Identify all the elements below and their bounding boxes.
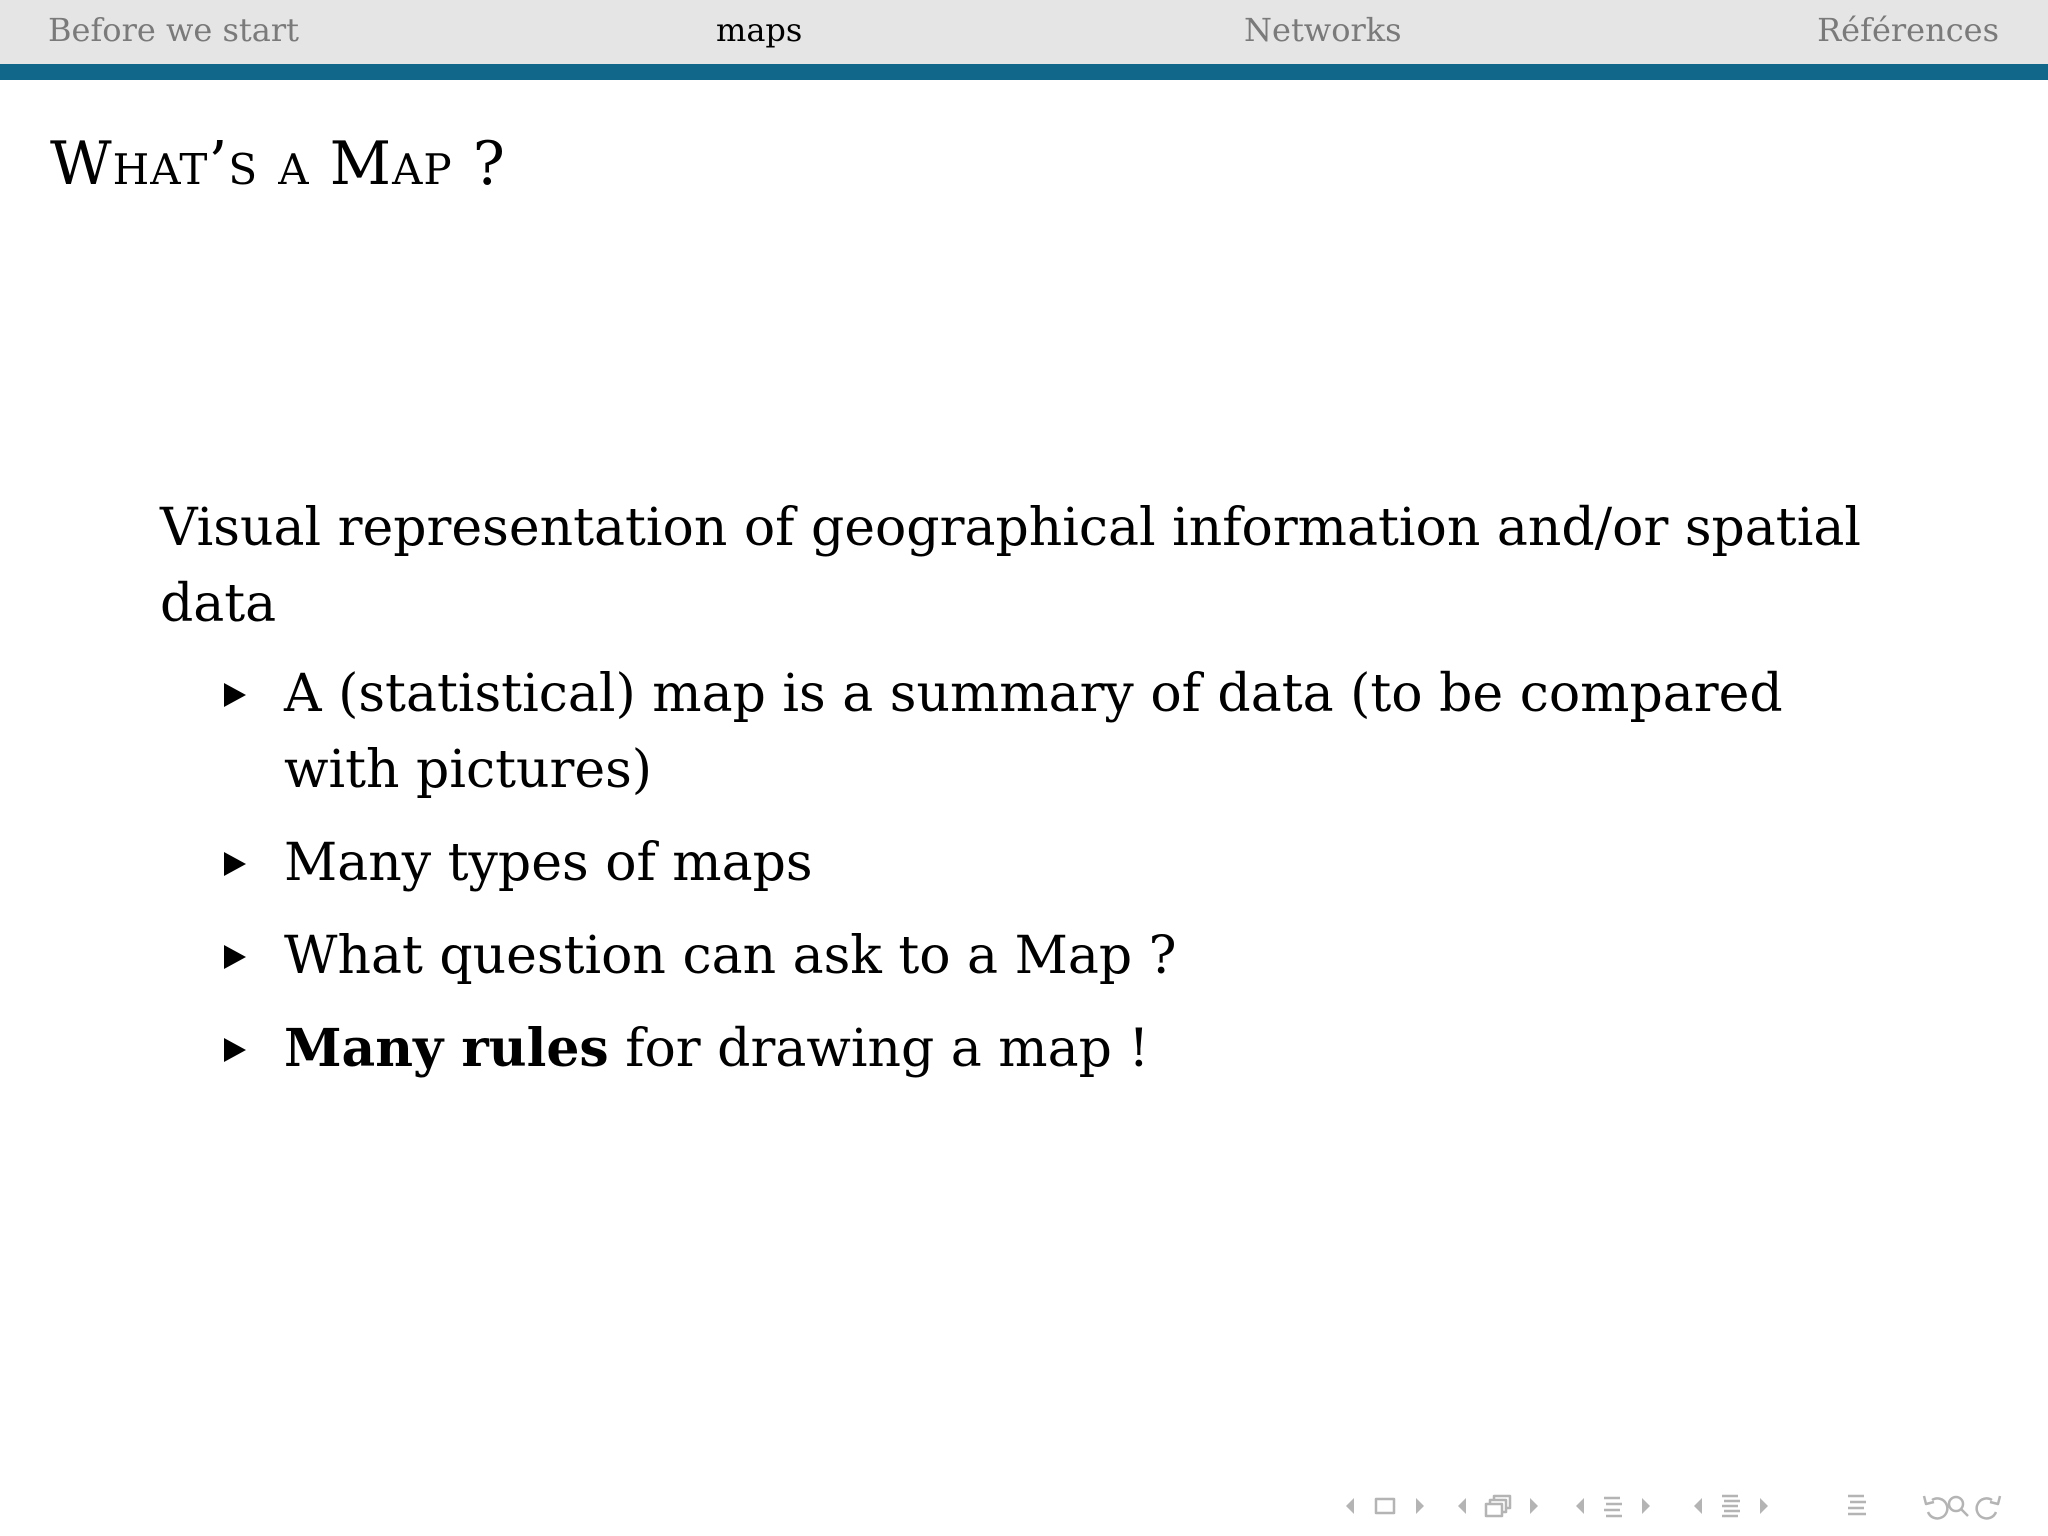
- nav-section-references[interactable]: Références: [1817, 11, 1999, 49]
- section-navigation-bar: [0, 0, 2048, 64]
- next-frame-icon[interactable]: [1530, 1498, 1538, 1514]
- bullet-emphasis: Many rules: [284, 1018, 609, 1079]
- bullet-list: [160, 656, 1880, 1087]
- prev-frame-icon[interactable]: [1458, 1498, 1466, 1514]
- prev-section-icon[interactable]: [1694, 1498, 1702, 1514]
- slide-icon[interactable]: [1376, 1499, 1394, 1513]
- list-item: [160, 1011, 1880, 1087]
- intro-paragraph: Visual representation of geographical information and/or spatial data: [160, 498, 1861, 634]
- bullet-text: A (statistical) map is a summary of data (to be compared with pictures): [284, 664, 1783, 800]
- nav-section-networks[interactable]: Networks: [1244, 11, 1402, 49]
- triangle-bullet-icon: [224, 945, 246, 969]
- frame-icon[interactable]: [1486, 1496, 1510, 1516]
- nav-section-before-we-start[interactable]: Before we start: [48, 11, 299, 49]
- back-icon[interactable]: [1924, 1496, 1947, 1518]
- header-accent-bar: [0, 64, 2048, 80]
- list-item: [160, 918, 1880, 994]
- bullet-text: for drawing a map !: [608, 1019, 1150, 1079]
- section-icon[interactable]: [1722, 1496, 1740, 1516]
- list-item: [160, 656, 1880, 808]
- triangle-bullet-icon: [224, 852, 246, 876]
- outline-icon[interactable]: [1848, 1496, 1866, 1514]
- nav-section-maps[interactable]: maps: [716, 11, 803, 49]
- slide-title: What’s a Map ?: [50, 129, 506, 199]
- slide-content: [160, 490, 1880, 1104]
- list-item: [160, 825, 1880, 901]
- bullet-text: Many types of maps: [284, 833, 813, 893]
- bullet-text: What question can ask to a Map ?: [284, 926, 1177, 986]
- forward-icon[interactable]: [1977, 1496, 2000, 1518]
- next-subsection-icon[interactable]: [1642, 1498, 1650, 1514]
- search-icon[interactable]: [1949, 1497, 1968, 1516]
- next-slide-icon[interactable]: [1416, 1498, 1424, 1514]
- prev-slide-icon[interactable]: [1346, 1498, 1354, 1514]
- navigation-symbols: [1336, 1488, 2036, 1524]
- triangle-bullet-icon: [224, 1038, 246, 1062]
- subsection-icon[interactable]: [1604, 1498, 1622, 1516]
- next-section-icon[interactable]: [1760, 1498, 1768, 1514]
- prev-subsection-icon[interactable]: [1576, 1498, 1584, 1514]
- triangle-bullet-icon: [224, 683, 246, 707]
